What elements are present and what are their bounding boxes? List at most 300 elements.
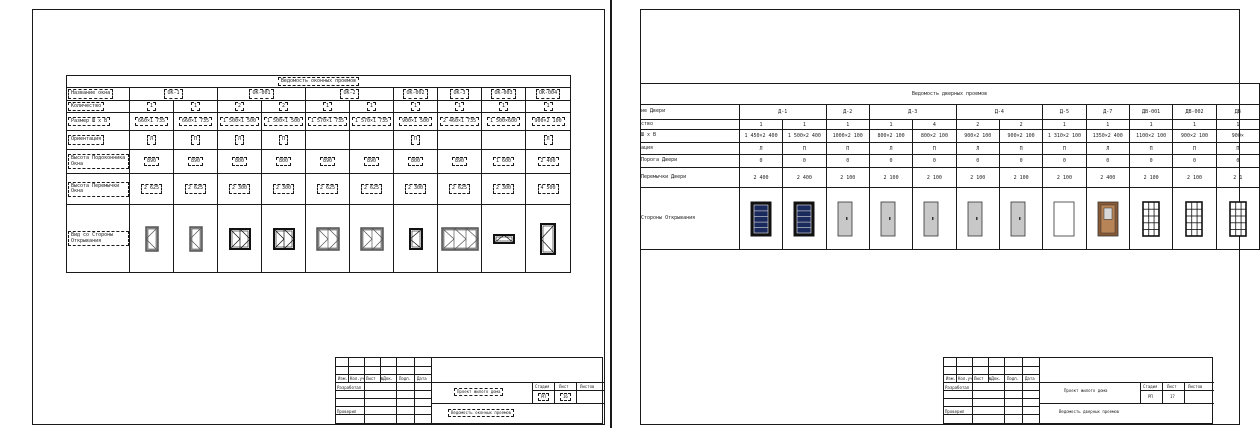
window-orient xyxy=(174,131,218,150)
window-type-header-value: ОК-3 xyxy=(450,89,468,99)
tb-col-date: Дата xyxy=(417,376,427,381)
door-qty-value: 1 xyxy=(846,121,850,128)
door-qty xyxy=(783,120,826,130)
door-size-value: 800×2 100 xyxy=(920,133,948,139)
window-size xyxy=(526,113,571,131)
window-sill xyxy=(394,150,438,174)
tb-col-izm: Изм. xyxy=(338,376,348,381)
door-elevation xyxy=(1216,188,1259,250)
window-sill xyxy=(218,150,262,174)
window-qty-value: 1 xyxy=(544,102,553,112)
window-type-header-value: ОК-001 xyxy=(249,89,273,99)
door-elevation-icon xyxy=(836,200,860,238)
window-lintel xyxy=(438,174,482,205)
window-elevation-icon xyxy=(144,225,160,253)
window-type-header xyxy=(438,88,482,101)
door-size xyxy=(739,130,782,143)
door-orient-value: П xyxy=(1236,145,1240,152)
door-sill xyxy=(913,155,956,168)
window-sill xyxy=(130,150,174,174)
tb-stage: РП xyxy=(1148,394,1153,399)
door-orient xyxy=(739,143,782,155)
door-sill xyxy=(1043,155,1086,168)
tb-sheet-label: Лист xyxy=(559,384,569,389)
door-size-value: 1100×2 100 xyxy=(1136,133,1167,139)
row-label: Высота Перемычки Окна xyxy=(68,182,129,197)
window-type-header-value: ОК-1 xyxy=(164,89,182,99)
door-qty-value: 2 xyxy=(976,121,980,128)
tb-checked: Проверил xyxy=(945,409,965,414)
tb-sheet-num: 16 xyxy=(560,393,571,401)
window-elevation-icon xyxy=(315,226,341,252)
door-size-value: 800×2 100 xyxy=(877,133,905,139)
door-lintel-value: 2 100 xyxy=(1013,174,1029,181)
door-elevation-icon xyxy=(1184,200,1204,238)
door-schedule-sheet xyxy=(612,0,1244,428)
door-orient xyxy=(1173,143,1216,155)
door-elevation-icon xyxy=(1228,200,1248,238)
door-type-header xyxy=(739,105,826,120)
window-type-header xyxy=(526,88,571,101)
window-lintel xyxy=(394,174,438,205)
door-size xyxy=(999,130,1042,143)
window-qty-value: 1 xyxy=(499,102,508,112)
door-qty-value: 1 xyxy=(759,121,763,128)
window-orient xyxy=(306,131,350,150)
window-qty-value: 1 xyxy=(147,102,156,112)
door-lintel-value: 2 100 xyxy=(1186,174,1202,181)
tb-project: Проект жилого дома xyxy=(1064,388,1108,393)
door-orient-value: П xyxy=(846,145,850,152)
window-lintel xyxy=(218,174,262,205)
door-lintel-value: 2 400 xyxy=(1100,174,1116,181)
row-label: Ш х В xyxy=(641,132,657,139)
tb-developed: Разработал xyxy=(945,385,970,390)
window-size xyxy=(262,113,306,131)
door-size xyxy=(956,130,999,143)
window-qty-value: 1 xyxy=(455,102,464,112)
row-label: Перемычки Двери xyxy=(641,173,687,180)
door-sill-value: 0 xyxy=(802,158,806,164)
door-qty-value: 1 xyxy=(1062,121,1066,128)
window-elevation-icon xyxy=(272,227,296,251)
window-elevation xyxy=(438,205,482,273)
window-size-value: 660×1 735 xyxy=(135,117,168,127)
title-block xyxy=(943,357,1213,424)
door-qty-value: 2 xyxy=(1019,121,1023,128)
row-label: Размер Ш х В xyxy=(68,117,110,127)
door-lintel-value: 2 1 xyxy=(1233,174,1243,181)
window-elevation xyxy=(394,205,438,273)
door-elevation xyxy=(869,188,912,250)
window-elevation xyxy=(482,205,526,273)
door-sill-value: 0 xyxy=(1062,158,1066,164)
window-elevation xyxy=(306,205,350,273)
window-lintel-value: 2 300 xyxy=(405,184,426,194)
window-lintel xyxy=(130,174,174,205)
window-lintel-value: 4 500 xyxy=(538,184,559,194)
window-orient-value: Л xyxy=(147,135,156,145)
tb-developed: Разработал xyxy=(337,385,362,390)
door-lintel xyxy=(913,168,956,188)
window-elevation xyxy=(218,205,262,273)
door-orient xyxy=(783,143,826,155)
window-elevation-icon xyxy=(539,222,557,256)
door-qty xyxy=(1216,120,1259,130)
window-sill-value: 890 xyxy=(144,157,159,167)
window-type-header-value: ОК-003 xyxy=(491,89,515,99)
door-elevation-icon xyxy=(966,200,990,238)
window-qty xyxy=(262,101,306,113)
door-type-header-value: Д-2 xyxy=(843,109,853,115)
window-sill xyxy=(438,150,482,174)
window-size-value: 900×2 100 xyxy=(532,117,565,127)
window-sill-value: 1 600 xyxy=(493,157,514,167)
door-qty xyxy=(1173,120,1216,130)
window-sill-value: 890 xyxy=(452,157,467,167)
door-size-value: 1000×2 100 xyxy=(832,133,863,139)
door-orient-value: Л xyxy=(759,145,763,152)
row-label: Количество xyxy=(68,102,104,112)
door-orient-value: П xyxy=(1192,145,1196,152)
door-qty xyxy=(999,120,1042,130)
door-type-header xyxy=(1043,105,1086,120)
window-schedule-table xyxy=(66,75,571,273)
row-label: ация xyxy=(641,144,654,151)
door-elevation-icon xyxy=(1052,200,1076,238)
door-sill xyxy=(1216,155,1259,168)
window-qty-value: 1 xyxy=(191,102,200,112)
window-orient xyxy=(482,131,526,150)
tb-stage-label: Стадия xyxy=(1143,384,1158,389)
door-orient-value: Л xyxy=(889,145,893,152)
window-orient xyxy=(394,131,438,150)
door-lintel-value: 2 400 xyxy=(753,174,769,181)
table-title: Ведомость дверных проемов xyxy=(911,91,988,97)
window-type-header xyxy=(394,88,438,101)
row-label: Стороны Открывания xyxy=(641,214,696,221)
door-qty-value: 4 xyxy=(932,121,936,128)
door-qty-value: 1 xyxy=(802,121,806,128)
door-qty xyxy=(1043,120,1086,130)
window-elevation xyxy=(130,205,174,273)
door-orient xyxy=(1043,143,1086,155)
door-sill-value: 0 xyxy=(976,158,980,164)
window-sill xyxy=(482,150,526,174)
tb-col-date: Дата xyxy=(1025,376,1035,381)
door-type-header xyxy=(869,105,956,120)
door-size xyxy=(1086,130,1129,143)
window-size xyxy=(130,113,174,131)
door-orient xyxy=(956,143,999,155)
window-orient-value: Л xyxy=(544,135,553,145)
door-sill-value: 0 xyxy=(1192,158,1196,164)
door-size xyxy=(1043,130,1086,143)
tb-col-doc: №Док. xyxy=(381,376,394,381)
window-size-value: 900×1 500 xyxy=(399,117,432,127)
window-qty-value: 1 xyxy=(367,102,376,112)
window-size-value: 1 500×1 500 xyxy=(220,117,259,127)
row-label: Вид со Стороны Открывания xyxy=(68,231,129,246)
window-orient-value: П xyxy=(191,135,200,145)
window-lintel xyxy=(262,174,306,205)
window-sill-value: 2 400 xyxy=(538,157,559,167)
window-orient xyxy=(218,131,262,150)
door-elevation xyxy=(739,188,782,250)
window-lintel xyxy=(350,174,394,205)
door-type-header-value: ДВ-001 xyxy=(1142,109,1161,115)
door-sill-value: 0 xyxy=(846,158,850,164)
window-elevation-icon xyxy=(188,225,204,253)
door-orient-value: П xyxy=(1149,145,1153,152)
window-lintel-value: 2 625 xyxy=(141,184,162,194)
door-qty xyxy=(1129,120,1172,130)
window-type-header-value: ОК-004 xyxy=(536,89,560,99)
tb-stage: РП xyxy=(538,393,549,401)
door-elevation xyxy=(1173,188,1216,250)
tb-sheets-label: Листов xyxy=(580,384,595,389)
window-size xyxy=(174,113,218,131)
window-orient-value: П xyxy=(279,135,288,145)
door-elevation-icon xyxy=(1141,200,1161,238)
window-type-header xyxy=(218,88,306,101)
door-size xyxy=(1129,130,1172,143)
door-sill-value: 0 xyxy=(759,158,763,164)
tb-sheet-num: 17 xyxy=(1170,394,1175,399)
door-sill-value: 0 xyxy=(889,158,893,164)
window-lintel xyxy=(306,174,350,205)
door-type-header-value: ДВ-002 xyxy=(1185,109,1204,115)
window-orient-value: Л xyxy=(235,135,244,145)
door-lintel-value: 2 100 xyxy=(1056,174,1072,181)
door-elevation-icon xyxy=(1009,200,1033,238)
window-lintel-value: 2 300 xyxy=(493,184,514,194)
window-lintel xyxy=(526,174,571,205)
door-size xyxy=(869,130,912,143)
door-lintel xyxy=(1129,168,1172,188)
door-lintel xyxy=(826,168,869,188)
window-elevation xyxy=(350,205,394,273)
door-lintel xyxy=(999,168,1042,188)
door-orient-value: Л xyxy=(1106,145,1110,152)
window-orient xyxy=(438,131,482,150)
window-type-header xyxy=(130,88,218,101)
window-type-header xyxy=(306,88,394,101)
window-elevation-icon xyxy=(359,226,385,252)
door-lintel xyxy=(1173,168,1216,188)
door-size-value: 900×2 100 xyxy=(1180,133,1209,139)
door-orient-value: П xyxy=(1019,145,1023,152)
window-size xyxy=(438,113,482,131)
door-size xyxy=(1173,130,1216,143)
door-orient xyxy=(913,143,956,155)
door-type-header xyxy=(1216,105,1259,120)
row-label: Порога Двери xyxy=(641,157,678,164)
window-lintel xyxy=(482,174,526,205)
window-orient xyxy=(262,131,306,150)
window-qty xyxy=(394,101,438,113)
window-size xyxy=(218,113,262,131)
door-qty xyxy=(869,120,912,130)
door-size-value: 900×2 100 xyxy=(1007,133,1035,139)
window-lintel-value: 2 300 xyxy=(273,184,294,194)
window-schedule-sheet xyxy=(0,0,610,428)
window-type-header-value: ОК-002 xyxy=(403,89,427,99)
window-sill xyxy=(262,150,306,174)
door-type-header-value: Д-4 xyxy=(994,109,1004,115)
row-label: Название окна xyxy=(68,89,113,99)
door-type-header xyxy=(956,105,1043,120)
door-orient xyxy=(826,143,869,155)
door-type-header xyxy=(1173,105,1216,120)
door-lintel-value: 2 100 xyxy=(840,174,856,181)
door-size xyxy=(913,130,956,143)
window-qty xyxy=(306,101,350,113)
window-sill-value: 800 xyxy=(276,157,291,167)
door-size xyxy=(783,130,826,143)
door-sill-value: 0 xyxy=(932,158,936,164)
door-type-header-value: Д-7 xyxy=(1103,109,1113,115)
door-sill xyxy=(1086,155,1129,168)
door-elevation-icon xyxy=(879,200,903,238)
door-qty xyxy=(956,120,999,130)
door-lintel-value: 2 100 xyxy=(1143,174,1159,181)
row-label: Ориентация xyxy=(68,135,104,145)
window-qty xyxy=(130,101,174,113)
door-sill xyxy=(999,155,1042,168)
door-lintel xyxy=(1043,168,1086,188)
window-elevation xyxy=(262,205,306,273)
window-elevation xyxy=(174,205,218,273)
window-size-value: 660×1 735 xyxy=(179,117,212,127)
door-type-header-value: Д-3 xyxy=(908,109,918,115)
door-lintel-value: 2 100 xyxy=(883,174,899,181)
door-lintel xyxy=(739,168,782,188)
window-qty-value: 1 xyxy=(411,102,420,112)
tb-project: Проект жилого дома xyxy=(454,388,503,396)
door-size-value: 900× xyxy=(1231,133,1244,139)
door-schedule-table xyxy=(640,83,1260,250)
window-size-value: 1 500×1 500 xyxy=(264,117,303,127)
door-qty xyxy=(826,120,869,130)
door-size-value: 900×2 100 xyxy=(964,133,992,139)
table-title: Ведомость оконных проемов xyxy=(278,77,359,87)
window-orient xyxy=(130,131,174,150)
door-orient xyxy=(1216,143,1259,155)
door-elevation-icon xyxy=(922,200,946,238)
door-sill xyxy=(1129,155,1172,168)
window-sill-value: 890 xyxy=(320,157,335,167)
door-sill xyxy=(956,155,999,168)
door-qty-value: 1 xyxy=(1192,121,1196,128)
door-qty-value: 1 xyxy=(1106,121,1110,128)
window-elevation-icon xyxy=(440,226,480,252)
window-qty xyxy=(218,101,262,113)
window-qty xyxy=(438,101,482,113)
window-sill-value: 800 xyxy=(408,157,423,167)
door-sill xyxy=(826,155,869,168)
door-orient xyxy=(869,143,912,155)
window-orient-value: П xyxy=(411,135,420,145)
window-qty xyxy=(350,101,394,113)
door-qty-value: 1 xyxy=(889,121,893,128)
door-size-value: 1 500×2 400 xyxy=(787,133,821,139)
door-elevation xyxy=(956,188,999,250)
window-type-header xyxy=(482,88,526,101)
window-sill xyxy=(306,150,350,174)
window-qty-value: 2 xyxy=(235,102,244,112)
window-lintel-value: 2 625 xyxy=(317,184,338,194)
door-size xyxy=(1216,130,1259,143)
window-size-value: 1 570×1 735 xyxy=(308,117,347,127)
tb-stage-label: Стадия xyxy=(535,384,550,389)
tb-sheet-title: Ведомость оконных проемов xyxy=(448,409,514,417)
window-sill xyxy=(174,150,218,174)
window-elevation-icon xyxy=(408,227,424,251)
door-lintel xyxy=(956,168,999,188)
window-qty-value: 1 xyxy=(323,102,332,112)
door-type-header-value: Д-5 xyxy=(1059,109,1069,115)
door-size-value: 1 450×2 400 xyxy=(744,133,778,139)
row-label: ие Двери xyxy=(641,108,666,115)
door-orient-value: Л xyxy=(976,145,980,152)
door-lintel-value: 2 400 xyxy=(796,174,812,181)
tb-checked: Проверил xyxy=(337,409,357,414)
door-sill-value: 0 xyxy=(1149,158,1153,164)
tb-sheets-label: Листов xyxy=(1188,384,1203,389)
door-lintel-value: 2 100 xyxy=(970,174,986,181)
window-size xyxy=(306,113,350,131)
window-elevation xyxy=(526,205,571,273)
window-lintel-value: 2 625 xyxy=(361,184,382,194)
window-size xyxy=(394,113,438,131)
door-orient-value: П xyxy=(1062,145,1066,152)
door-orient-value: П xyxy=(932,145,936,152)
door-type-header-value: Д-1 xyxy=(778,109,788,115)
door-sill xyxy=(1173,155,1216,168)
window-orient xyxy=(350,131,394,150)
door-qty-value: 1 xyxy=(1149,121,1153,128)
door-size-value: 1350×2 400 xyxy=(1092,133,1123,139)
door-elevation-icon xyxy=(749,200,773,238)
door-lintel xyxy=(1216,168,1259,188)
door-elevation-icon xyxy=(1096,200,1120,238)
door-type-header xyxy=(1086,105,1129,120)
door-qty-value: 1 xyxy=(1236,121,1240,128)
window-size-value: 1 570×1 735 xyxy=(352,117,391,127)
tb-sheet-title: Ведомость дверных проемов xyxy=(1059,409,1120,414)
window-lintel-value: 2 625 xyxy=(185,184,206,194)
window-lintel-value: 2 625 xyxy=(449,184,470,194)
door-qty xyxy=(1086,120,1129,130)
tb-col-podp: Подп. xyxy=(399,376,412,381)
title-block xyxy=(335,357,603,424)
tb-col-kol: Кол.уч xyxy=(958,376,973,381)
window-sill xyxy=(526,150,571,174)
window-elevation-icon xyxy=(492,233,516,245)
door-orient-value: П xyxy=(802,145,806,152)
door-elevation xyxy=(999,188,1042,250)
window-type-header-value: ОК-2 xyxy=(340,89,358,99)
window-sill-value: 890 xyxy=(364,157,379,167)
window-orient xyxy=(526,131,571,150)
window-lintel-value: 2 300 xyxy=(229,184,250,194)
door-qty xyxy=(739,120,782,130)
door-qty xyxy=(913,120,956,130)
window-sill xyxy=(350,150,394,174)
window-size-value: 1 500×600 xyxy=(487,117,520,127)
door-type-header-value: ДВ xyxy=(1234,109,1241,115)
